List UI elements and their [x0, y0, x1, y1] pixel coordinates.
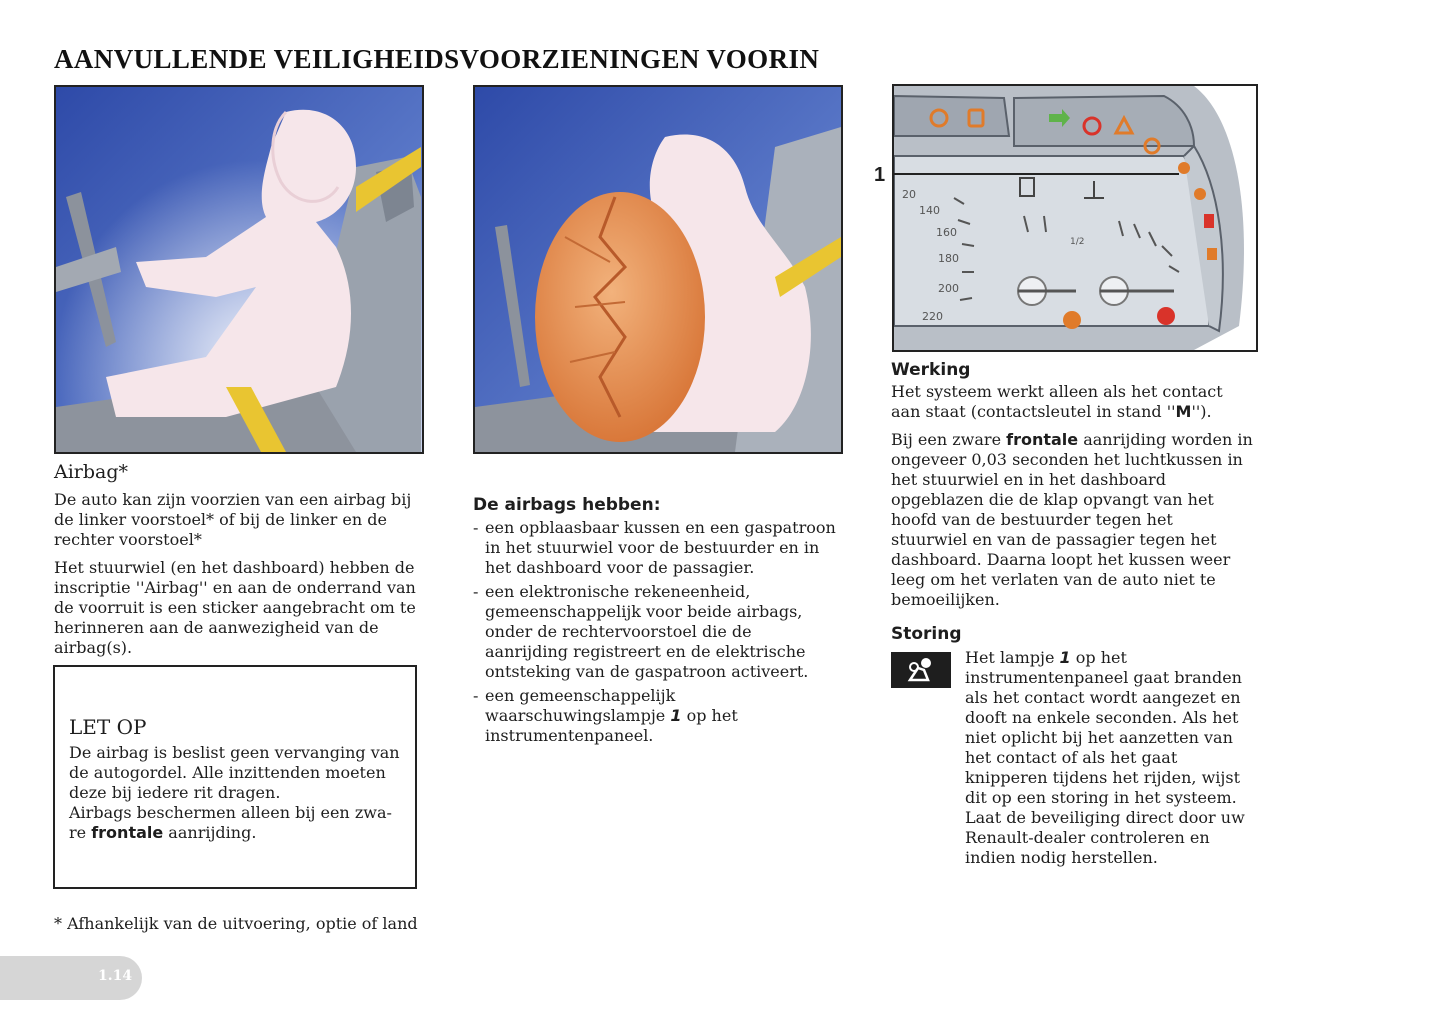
gauge-label: 180 — [938, 252, 959, 265]
driver-illustration — [54, 85, 424, 454]
footnote: * Afhankelijk van de uitvoering, optie of land — [54, 914, 418, 933]
storing-block — [891, 648, 1253, 868]
airbag-warning-icon — [891, 652, 951, 688]
werking-paragraph-1: Het systeem werkt alleen als het contact aan staat (contactsleutel in stand ''M''). — [891, 382, 1223, 421]
callout-label: 1 — [874, 164, 886, 186]
warning-title: LET OP — [69, 715, 147, 739]
airbag-deployed-illustration — [473, 85, 843, 454]
operation-section — [891, 360, 1253, 868]
werking-heading: Werking — [891, 360, 971, 380]
gauge-label: 140 — [919, 204, 940, 217]
page-title: AANVULLENDE VEILIGHEIDSVOORZIENINGEN VOORIN — [54, 44, 820, 74]
list-item: - een opblaasbaar kussen en een gaspatroon in het stuurwiel voor de bestuurder en in het dashboard voor de passagier. — [473, 518, 839, 578]
airbags-have-section — [473, 495, 839, 750]
warning-line-2: Airbags beschermen alleen bij een zwa-re frontale aanrijding. — [69, 803, 392, 842]
gauge-label: 1/2 — [1070, 237, 1085, 247]
gauge-label: 220 — [922, 310, 943, 323]
airbags-have-heading: De airbags hebben: — [473, 495, 661, 515]
airbag-heading: Airbag* — [54, 461, 129, 483]
instrument-panel-illustration — [892, 84, 1258, 352]
gauge-label: 20 — [902, 188, 916, 201]
airbags-have-list — [473, 518, 839, 746]
werking-paragraph-2: Bij een zware frontale aanrijding worden in ongeveer 0,03 seconden het luchtkussen in het stuurwiel en in het dashboard opgeblazen die de klap opvangt van het hoofd van de bestuurder tegen het stuurwiel en van de passagier tegen het dashboard. Daarna loopt het kussen weer leeg om het verlaten van de auto niet te bemoeilijken. — [891, 430, 1253, 609]
storing-text: Het lampje 1 op het instrumentenpaneel gaat branden als het contact wordt aangezet en dooft na enkele seconden. Als het niet oplicht bij het aanzetten van het contact of als het gaat knipperen tijdens het rijden, wijst dit op een storing in het systeem. Laat de beveiliging direct door uw Renault-dealer controleren en indien nodig herstellen. — [965, 648, 1245, 867]
warning-line-1: De airbag is beslist geen vervanging van de autogordel. Alle inzittenden moeten deze bij iedere rit dragen. — [69, 743, 400, 802]
list-item: - een gemeenschappelijk waarschuwingslampje 1 op het instrumentenpaneel. — [473, 686, 839, 746]
storing-heading: Storing — [891, 624, 962, 644]
warning-box — [53, 665, 417, 889]
gauge-label: 200 — [938, 282, 959, 295]
airbag-paragraph-1: De auto kan zijn voorzien van een airbag bij de linker voorstoel* of bij de linker en de rechter voorstoel* — [54, 490, 412, 549]
list-item: - een elektronische rekeneenheid, gemeenschappelijk voor beide airbags, onder de rechtervoorstoel die de aanrijding registreert en de elektrische ontsteking van de gaspatroon activeert. — [473, 582, 839, 682]
airbag-section — [54, 462, 420, 666]
page-number: 1.14 — [98, 968, 133, 984]
airbag-paragraph-2: Het stuurwiel (en het dashboard) hebben de inscriptie ''Airbag'' en aan de onderrand van de voorruit is een sticker aangebracht om te herinneren aan de aanwezigheid van de airbag(s). — [54, 558, 416, 657]
gauge-label: 160 — [936, 226, 957, 239]
